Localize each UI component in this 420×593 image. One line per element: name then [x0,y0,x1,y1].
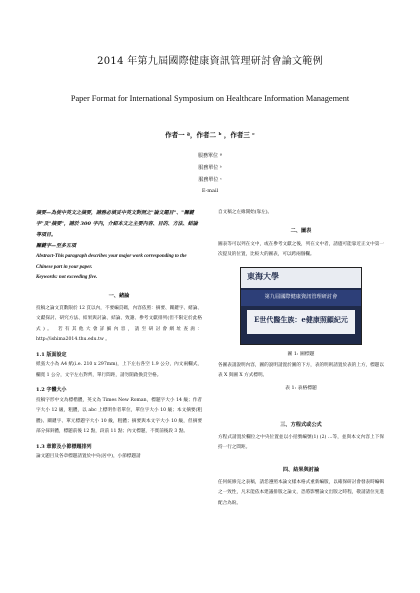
title-english: Paper Format for International Symposium on Healthcare Information Management [70,94,350,103]
figure-caption: 圖 1: 圖標題 [287,351,315,357]
keywords-english: Keywords: not exceeding five. [36,275,98,280]
email-line: E-mail [201,188,219,194]
right-column [218,208,384,509]
figure-theme-text: E世代醫生族：e健康照顧紀元 [254,314,348,324]
abstract-chinese [36,208,202,241]
intro-paragraph: 投稿之論文頁數限於 12 頁以內，不要編頁碼，內容依照：摘要、關鍵字、緒論、文獻探討、研究方法、結果與討論、結論、致謝、參考文獻排列(但不限定於此格式)。 若有其他大會詳細內容，請至研討會網址查詢：http://ishima2014.thu.edu.tw 。 [36,305,202,342]
equations-paragraph: 方程式請置於欄位之中央位置並以小括號編號(1) (2) …等，並與本文內容上下保持一行之間距。 [218,434,384,450]
author-line: 作者一 ª，作者二 ᵇ ，作者三 ᶜ [165,131,255,139]
section-results-heading: 四、結果與討論 [282,466,320,473]
affiliation-b: 服務單位 ᵇ [198,165,222,171]
title-chinese: 2014 年第九屆國際健康資訊管理研討會論文範例 [97,56,323,67]
subsection-font-heading: 1.2 字體大小 [36,387,67,393]
subsection-layout-heading: 1.1 版面設定 [36,351,67,358]
heading-order-paragraph: 論文題目及各章標題請置於中央(居中)，小節標題請 [36,454,141,459]
affiliation-c: 服務單位 ᶜ [198,177,222,183]
abstract-english: Abstract-This paragraph describes your major work corresponding to the Chinese part in your paper. [36,254,187,270]
font-paragraph: 投稿字形中文為標楷體，英文為 Times New Roman，標題字大小 14 級；作者字大小 12 級，粗體，以 abc 上標明作者單位，單位字大小 10 級；本文摘要(粗體)、關鍵字、單元標題字大小 10 級，粗體；摘要與本文字大小 10 級，但摘要部分採斜體，標題前後 12 點，段前 11 點；內文標題，不實前後段 3 點。 [36,397,202,434]
abstract-label: 摘要— [36,210,52,216]
figure-banner-text: 第九屆國際健康資訊管理研討會 [264,293,338,300]
left-column [36,208,202,463]
subsection-heading-order: 1.3 章節及小節標題排列 [36,443,92,450]
section-figures-heading: 二、圖表 [290,227,312,234]
figures-paragraph: 圖表等可以列在文中，或在參考文獻之後，列在文中者，請儘可能靠近正文中第一次提及的位置，比較大的圖表，可以跨兩個欄。 [218,241,384,257]
figure-image [240,267,362,345]
figure-1 [218,267,384,357]
abstract-text: 為使中英文之摘要，請務必填妥中英文對照之"論文題目"、"關鍵字"及"摘要"，請於 300 字內，介紹本文之主要內容、目的、方法、結論等項目。 [36,210,198,238]
university-logo: 東海大學 [247,270,279,281]
table-caption: 表 1: 表格標題 [285,385,317,391]
caption-paragraph: 各圖表請說明內容，圖的說明請置於圖的下方，表的明則請置於表的上方，標題以表 X 與圖 X 方式標明。 [218,362,384,378]
results-paragraph: 任何統修完之表稿，請恁遵照本論文樣本格式重新編版，以確保研討會發表時編輯之一致性，凡未能依本建議排版之論文，恐將影響論文出版之時程，敬請諸位先進配合為盼。 [218,479,384,506]
affiliation-a: 服務單位 ª [198,153,222,159]
continued-paragraph: 自文稿之左緣開始(靠左)。 [218,210,273,215]
section-equations-heading: 三、方程式或公式 [280,421,322,428]
keywords-chinese: 關鍵字—至多五項 [36,243,77,249]
layout-paragraph: 紙張大小為 A4 紙(i.e. 210 x 297mm)，上下左右各空 1.9 公分，內文兩欄式，欄寬 1 公分，文字左右對齊，單行間距，請勿開啟換頁空格。 [36,362,202,378]
section-intro-heading: 一、緒論 [108,292,130,299]
